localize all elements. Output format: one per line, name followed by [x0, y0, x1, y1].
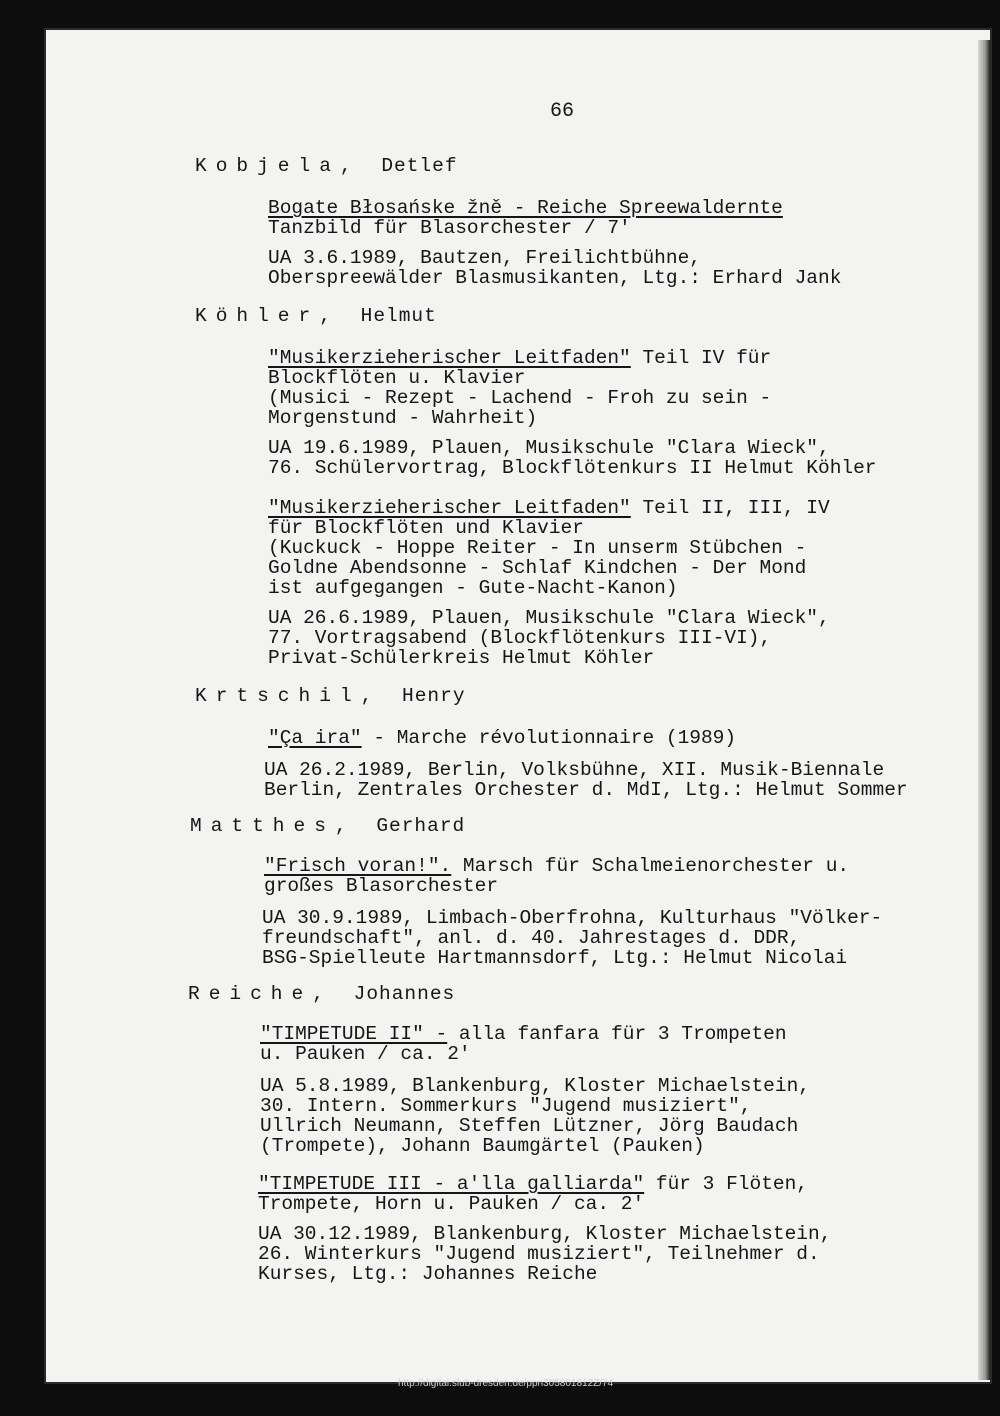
performance-line: 30. Intern. Sommerkurs "Jugend musiziert",: [260, 1095, 752, 1117]
composer-surname: Krtschil,: [195, 685, 382, 707]
performance-line: Ullrich Neumann, Steffen Lützner, Jörg Baudach: [260, 1115, 799, 1137]
performance-line: Kurses, Ltg.: Johannes Reiche: [258, 1263, 598, 1285]
composer-given-name: Detlef: [381, 155, 458, 177]
performance-line: UA 30.12.1989, Blankenburg, Kloster Michaelstein,: [258, 1223, 832, 1245]
work-description: Trompete, Horn u. Pauken / ca. 2': [258, 1193, 645, 1215]
composer-surname: Kobjela,: [195, 155, 361, 177]
work-description: Tanzbild für Blasorchester / 7': [268, 217, 631, 239]
work-description: (Musici - Rezept - Lachend - Froh zu sein -: [268, 387, 772, 409]
work-title-line: [260, 1024, 787, 1044]
work-title: "TIMPETUDE II" -: [260, 1023, 448, 1045]
performance-line: 26. Winterkurs "Jugend musiziert", Teilnehmer d.: [258, 1243, 820, 1265]
work-title-line: [258, 1174, 808, 1194]
work-description: u. Pauken / ca. 2': [260, 1043, 471, 1065]
composer-heading: [195, 686, 466, 706]
source-url-watermark: http://digital.slub-dresden.de/ppn305801812Z/74: [398, 1378, 614, 1389]
work-description: (Kuckuck - Hoppe Reiter - In unserm Stübchen -: [268, 537, 807, 559]
composer-given-name: Gerhard: [376, 815, 466, 837]
performance-line: (Trompete), Johann Baumgärtel (Pauken): [260, 1135, 705, 1157]
work-title-suffix: für 3 Flöten,: [644, 1173, 808, 1195]
work-title: Bogate Błosańske žně - Reiche Spreewaldernte: [268, 197, 783, 219]
performance-line: UA 30.9.1989, Limbach-Oberfrohna, Kulturhaus "Völker-: [262, 907, 883, 929]
work-title: "Frisch voran!".: [264, 855, 452, 877]
performance-line: UA 19.6.1989, Plauen, Musikschule "Clara Wieck",: [268, 437, 830, 459]
work-title: "Ça ira": [268, 727, 362, 749]
work-description: großes Blasorchester: [264, 875, 499, 897]
work-title-suffix: - Marche révolutionnaire (1989): [361, 727, 737, 749]
composer-given-name: Helmut: [360, 305, 437, 327]
performance-line: Berlin, Zentrales Orchester d. MdI, Ltg.: Helmut Sommer: [264, 779, 908, 801]
performance-line: freundschaft", anl. d. 40. Jahrestages d. DDR,: [262, 927, 801, 949]
work-title-suffix: Teil IV für: [630, 347, 772, 369]
composer-heading: [195, 306, 437, 326]
performance-line: UA 26.2.1989, Berlin, Volksbühne, XII. Musik-Biennale: [264, 759, 885, 781]
work-title: "Musikerzieherischer Leitfaden": [268, 347, 631, 369]
composer-given-name: Johannes: [353, 983, 456, 1005]
composer-surname: Matthes,: [190, 815, 356, 837]
performance-line: BSG-Spielleute Hartmannsdorf, Ltg.: Helmut Nicolai: [262, 947, 848, 969]
composer-surname: Köhler,: [195, 305, 340, 327]
performance-line: UA 3.6.1989, Bautzen, Freilichtbühne,: [268, 247, 701, 269]
work-title-line: [264, 856, 849, 876]
page-number: 66: [550, 100, 575, 123]
composer-heading: [190, 816, 465, 836]
work-title-line: [268, 728, 736, 748]
performance-line: 76. Schülervortrag, Blockflötenkurs II Helmut Köhler: [268, 457, 877, 479]
work-description: Blockflöten u. Klavier: [268, 367, 526, 389]
composer-heading: [195, 156, 458, 176]
composer-given-name: Henry: [402, 685, 466, 707]
performance-line: UA 26.6.1989, Plauen, Musikschule "Clara Wieck",: [268, 607, 830, 629]
work-title-suffix: alla fanfara für 3 Trompeten: [447, 1023, 787, 1045]
performance-line: Privat-Schülerkreis Helmut Köhler: [268, 647, 655, 669]
work-title-suffix: Teil II, III, IV: [630, 497, 830, 519]
work-description-prefix: Goldne Abendsonne -: [268, 557, 503, 579]
composer-surname: Reiche,: [188, 983, 333, 1005]
work-description: für Blockflöten und Klavier: [268, 517, 584, 539]
page-edge: [978, 40, 990, 1380]
composer-heading: [188, 984, 455, 1004]
work-title: "TIMPETUDE III - a'lla galliarda": [258, 1173, 645, 1195]
work-title: "Musikerzieherischer Leitfaden": [268, 497, 631, 519]
performance-line: Oberspreewälder Blasmusikanten, Ltg.: Erhard Jank: [268, 267, 842, 289]
work-title-suffix: Marsch für Schalmeienorchester u.: [451, 855, 850, 877]
work-description: Morgenstund - Wahrheit): [268, 407, 538, 429]
work-description: Schlaf Kindchen - Der Mond: [502, 557, 807, 579]
work-title-line: [268, 348, 771, 368]
work-title-line: [268, 498, 830, 518]
performance-line: 77. Vortragsabend (Blockflötenkurs III-VI),: [268, 627, 772, 649]
work-description: ist aufgegangen - Gute-Nacht-Kanon): [268, 577, 678, 599]
work-description-line: [268, 558, 806, 578]
performance-line: UA 5.8.1989, Blankenburg, Kloster Michaelstein,: [260, 1075, 810, 1097]
